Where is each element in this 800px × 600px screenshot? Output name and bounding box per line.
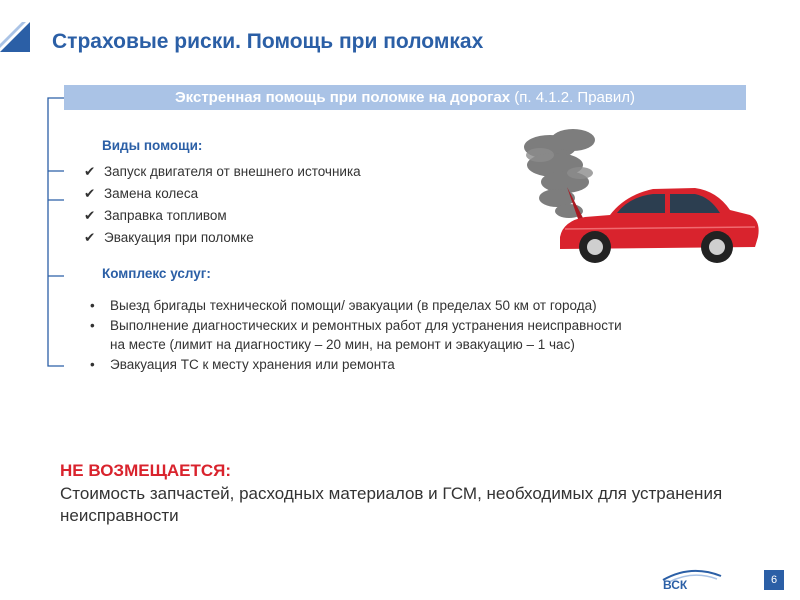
bullet-icon: • [90, 318, 95, 333]
page-number: 6 [764, 570, 784, 590]
bullet-icon: • [90, 298, 95, 313]
list-item [90, 316, 630, 354]
checkmark-icon: ✔ [84, 208, 96, 223]
banner-reference: (п. 4.1.2. Правил) [510, 89, 635, 106]
services-list [90, 296, 630, 375]
broken-car-illustration [505, 125, 765, 265]
service-text: Эвакуация ТС к месту хранения или ремонта [110, 357, 395, 372]
section-banner [64, 85, 746, 110]
not-covered-block [60, 459, 750, 527]
company-logo [661, 568, 751, 590]
checkmark-icon: ✔ [84, 230, 96, 245]
bracket-connector [38, 97, 64, 367]
checkmark-icon: ✔ [84, 186, 96, 201]
checkmark-icon: ✔ [84, 164, 96, 179]
list-item [84, 229, 361, 251]
list-item [84, 163, 361, 185]
help-type-text: Эвакуация при поломке [104, 230, 254, 245]
help-type-text: Запуск двигателя от внешнего источника [104, 164, 361, 179]
list-item [84, 185, 361, 207]
help-types-list [84, 163, 361, 251]
service-text: Выезд бригады технической помощи/ эвакуации (в пределах 50 км от города) [110, 298, 597, 313]
banner-bold-text: Экстренная помощь при поломке на дорогах [175, 89, 511, 106]
logo-arc-icon [661, 568, 751, 590]
logo-text: ВСК [663, 578, 688, 590]
not-covered-title: НЕ ВОЗМЕЩАЕТСЯ: [60, 461, 232, 480]
list-item [90, 355, 630, 374]
page-title: Страховые риски. Помощь при поломках [52, 30, 484, 53]
list-item [90, 296, 630, 315]
corner-decoration [0, 22, 30, 52]
not-covered-text: Стоимость запчастей, расходных материалов и ГСМ, необходимых для устранения неисправности [60, 484, 723, 525]
service-text: Выполнение диагностических и ремонтных работ для устранения неисправности на месте (лимит на диагностику – 20 мин, на ремонт и эвакуацию – 1 час) [110, 318, 622, 352]
help-types-heading: Виды помощи: [102, 138, 203, 153]
services-heading: Комплекс услуг: [102, 266, 211, 281]
help-type-text: Заправка топливом [104, 208, 227, 223]
help-type-text: Замена колеса [104, 186, 199, 201]
list-item [84, 207, 361, 229]
bullet-icon: • [90, 357, 95, 372]
